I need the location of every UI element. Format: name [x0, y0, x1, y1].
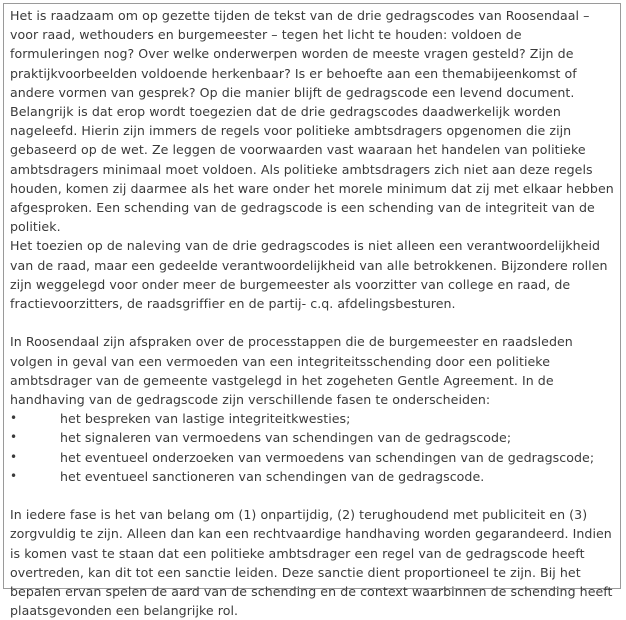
list-item: [10, 409, 614, 428]
paragraph-periodic-review: Het is raadzaam om op gezette tijden de tekst van de drie gedragscodes van Roosendaal – voor raad, wethouders en burgemeester – tegen het licht te houden: voldoen de formuleringen nog? Over welke onderwerpen worden de meeste vragen gesteld? Zijn de praktijkvoorbeelden voldoende herkenbaar? Is er behoefte aan een themabijeenkomst of andere vormen van gesprek? Op die manier blijft de gedragscode een levend document.: [10, 8, 590, 100]
document-frame: [3, 3, 621, 619]
bullet-icon: •: [10, 468, 18, 483]
list-item-text: het eventueel sanctioneren van schendingen van de gedragscode.: [60, 468, 485, 484]
paragraph-spacer: [10, 313, 614, 332]
list-item-text: het bespreken van lastige integriteitkwesties;: [60, 411, 351, 427]
paragraph-shared-responsibility: Het toezien op de naleving van de drie gedragscodes is niet alleen een verantwoordelijkheid van de raad, maar een gedeelde verantwoordelijkheid van alle betrokkenen. Bijzondere rollen zijn weggelegd voor onder meer de burgemeester als voorzitter van college en raad, de fractievoorzitters, de raadsgriffier en de partij- c.q. afdelingsbesturen.: [10, 238, 608, 312]
list-item: [10, 467, 614, 486]
list-item-text: het signaleren van vermoedens van schendingen van de gedragscode;: [60, 430, 512, 446]
paragraph-spacer: [10, 486, 614, 505]
bullet-icon: •: [10, 411, 18, 426]
paragraph-compliance: Belangrijk is dat erop wordt toegezien dat de drie gedragscodes daadwerkelijk worden nageleefd. Hierin zijn immers de regels voor politieke ambtsdragers opgenomen die zijn gebaseerd op de wet. Ze leggen de voorwaarden vast waaraan het handelen van politieke ambtsdragers minimaal moet voldoen. Als politieke ambtsdragers zich niet aan deze regels houden, komen zij daarmee als het ware onder het morele minimum dat zij met elkaar hebben afgesproken. Een schending van de gedragscode is een schending van de integriteit van de politiek.: [10, 104, 614, 235]
paragraph-enforcement-principles: In iedere fase is het van belang om (1) onpartijdig, (2) terughoudend met publiciteit en (3) zorgvuldig te zijn. Alleen dan kan een rechtvaardige handhaving worden gegarandeerd. Indien is komen vast te staan dat een politieke ambtsdrager een regel van de gedragscode heeft overtreden, kan dit tot een sanctie leiden. Deze sanctie dient proportioneel te zijn. Bij het bepalen ervan spelen de aard van de schending en de context waarbinnen de schending heeft plaatsgevonden een belangrijke rol.: [10, 507, 613, 619]
paragraph-gentle-agreement: In Roosendaal zijn afspraken over de processtappen die de burgemeester en raadsleden volgen in geval van een vermoeden van een integriteitsschending door een politieke ambtsdrager van de gemeente vastgelegd in het zogeheten Gentle Agreement. In de handhaving van de gedragscode zijn verschillende fasen te onderscheiden:: [10, 334, 573, 408]
phases-list: [10, 409, 614, 486]
list-item-text: het eventueel onderzoeken van vermoedens van schendingen van de gedragscode;: [60, 449, 595, 465]
list-item: [10, 448, 614, 467]
bullet-icon: •: [10, 430, 18, 445]
bullet-icon: •: [10, 449, 18, 464]
list-item: [10, 428, 614, 447]
